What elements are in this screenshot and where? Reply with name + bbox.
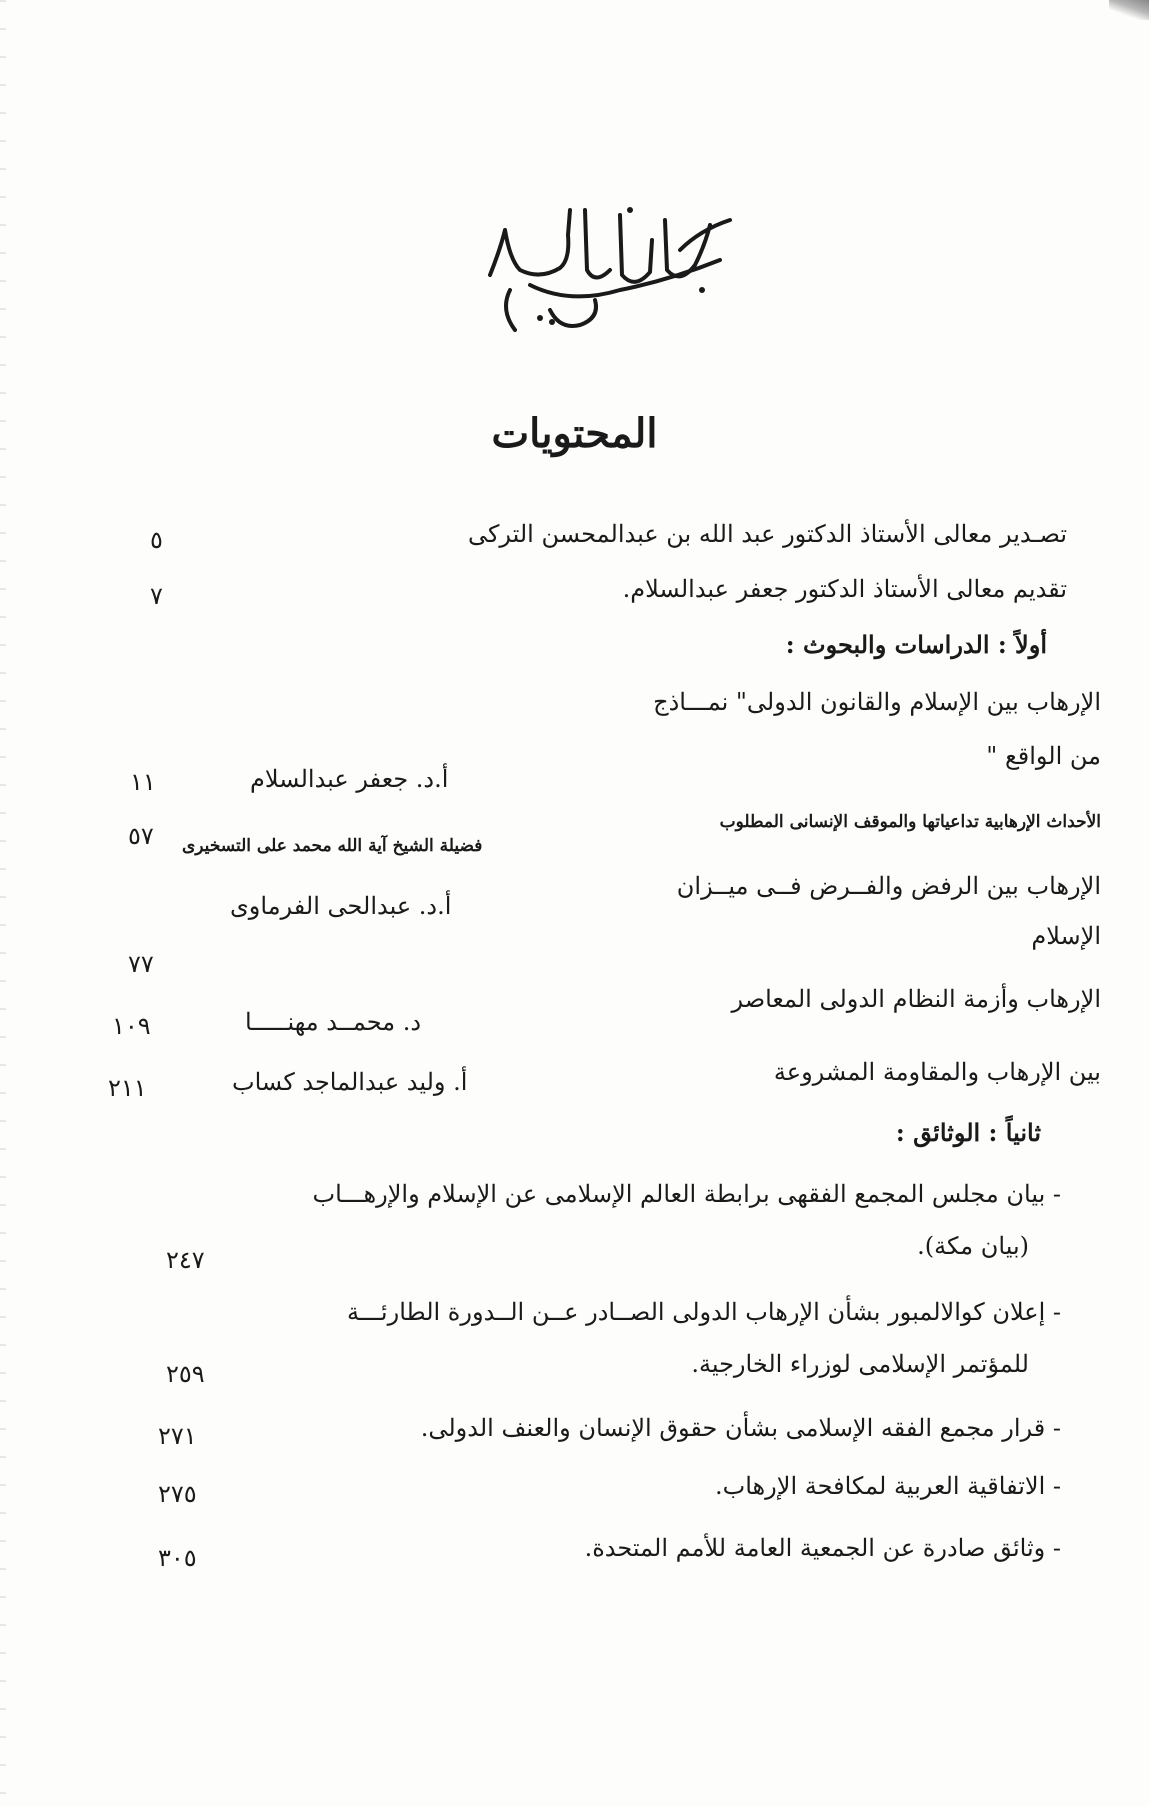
toc-entry-title: الإرهاب بين الإسلام والقانون الدولى" نمـــاذج [653,688,1101,716]
toc-entry-author: أ.د. جعفر عبدالسلام [250,765,449,793]
toc-page-number: ٢١١ [108,1074,147,1102]
toc-page-number: ٧ [150,582,163,610]
toc-page-number: ٢٧٥ [158,1480,197,1508]
toc-page-number: ٧٧ [128,950,154,978]
toc-entry-title: الإرهاب وأزمة النظام الدولى المعاصر [731,985,1101,1013]
toc-entry-title: الأحداث الإرهابية تداعياتها والموقف الإنسانى المطلوب [719,812,1101,832]
toc-page-number: ٥ [150,526,163,554]
toc-entry-title: من الواقع " [986,742,1101,770]
section-heading-studies: أولاً : الدراسات والبحوث : [785,630,1047,659]
toc-page-number: ٥٧ [128,822,154,850]
toc-page-number: ٢٧١ [158,1422,197,1450]
toc-entry-title: الإسلام [1031,922,1101,950]
toc-entry-title: بين الإرهاب والمقاومة المشروعة [773,1058,1101,1086]
toc-page-number: ٢٤٧ [166,1246,205,1274]
toc-document-entry: (بيان مكة). [917,1232,1029,1260]
toc-document-entry: - بيان مجلس المجمع الفقهى برابطة العالم الإسلامى عن الإسلام والإرهـــاب [312,1180,1061,1208]
toc-page-number: ٣٠٥ [158,1544,197,1572]
bismillah-calligraphy [470,190,750,350]
toc-entry-title: الإرهاب بين الرفض والفــرض فــى ميــزان [676,872,1101,900]
toc-page-number: ٢٥٩ [166,1360,205,1388]
toc-entry-author: أ.د. عبدالحى الفرماوى [230,892,452,920]
toc-page-number: ١٠٩ [112,1012,151,1040]
toc-document-entry: - قرار مجمع الفقه الإسلامى بشأن حقوق الإنسان والعنف الدولى. [420,1414,1061,1442]
toc-page-number: ١١ [130,768,156,796]
toc-entry-author: أ. وليد عبدالماجد كساب [232,1068,468,1096]
toc-entry-author: فضيلة الشيخ آية الله محمد على التسخيرى [182,836,483,856]
section-heading-documents: ثانياً : الوثائق : [895,1118,1041,1147]
toc-document-entry: - إعلان كوالالمبور بشأن الإرهاب الدولى الصــادر عــن الــدورة الطارئـــة [346,1298,1061,1326]
toc-document-entry: - الاتفاقية العربية لمكافحة الإرهاب. [714,1472,1061,1500]
toc-document-entry: - وثائق صادرة عن الجمعية العامة للأمم المتحدة. [584,1534,1061,1562]
toc-document-entry: للمؤتمر الإسلامى لوزراء الخارجية. [691,1350,1029,1378]
toc-entry-author: د. محمــد مهنـــــا [245,1008,422,1036]
page-title: المحتويات [491,410,658,457]
toc-entry-introduction: تقديم معالى الأستاذ الدكتور جعفر عبدالسلام. [622,575,1067,603]
scan-corner-shadow [1109,0,1149,20]
scan-edge [0,0,6,1806]
toc-entry-foreword: تصـدير معالى الأستاذ الدكتور عبد الله بن عبدالمحسن التركى [467,520,1067,548]
